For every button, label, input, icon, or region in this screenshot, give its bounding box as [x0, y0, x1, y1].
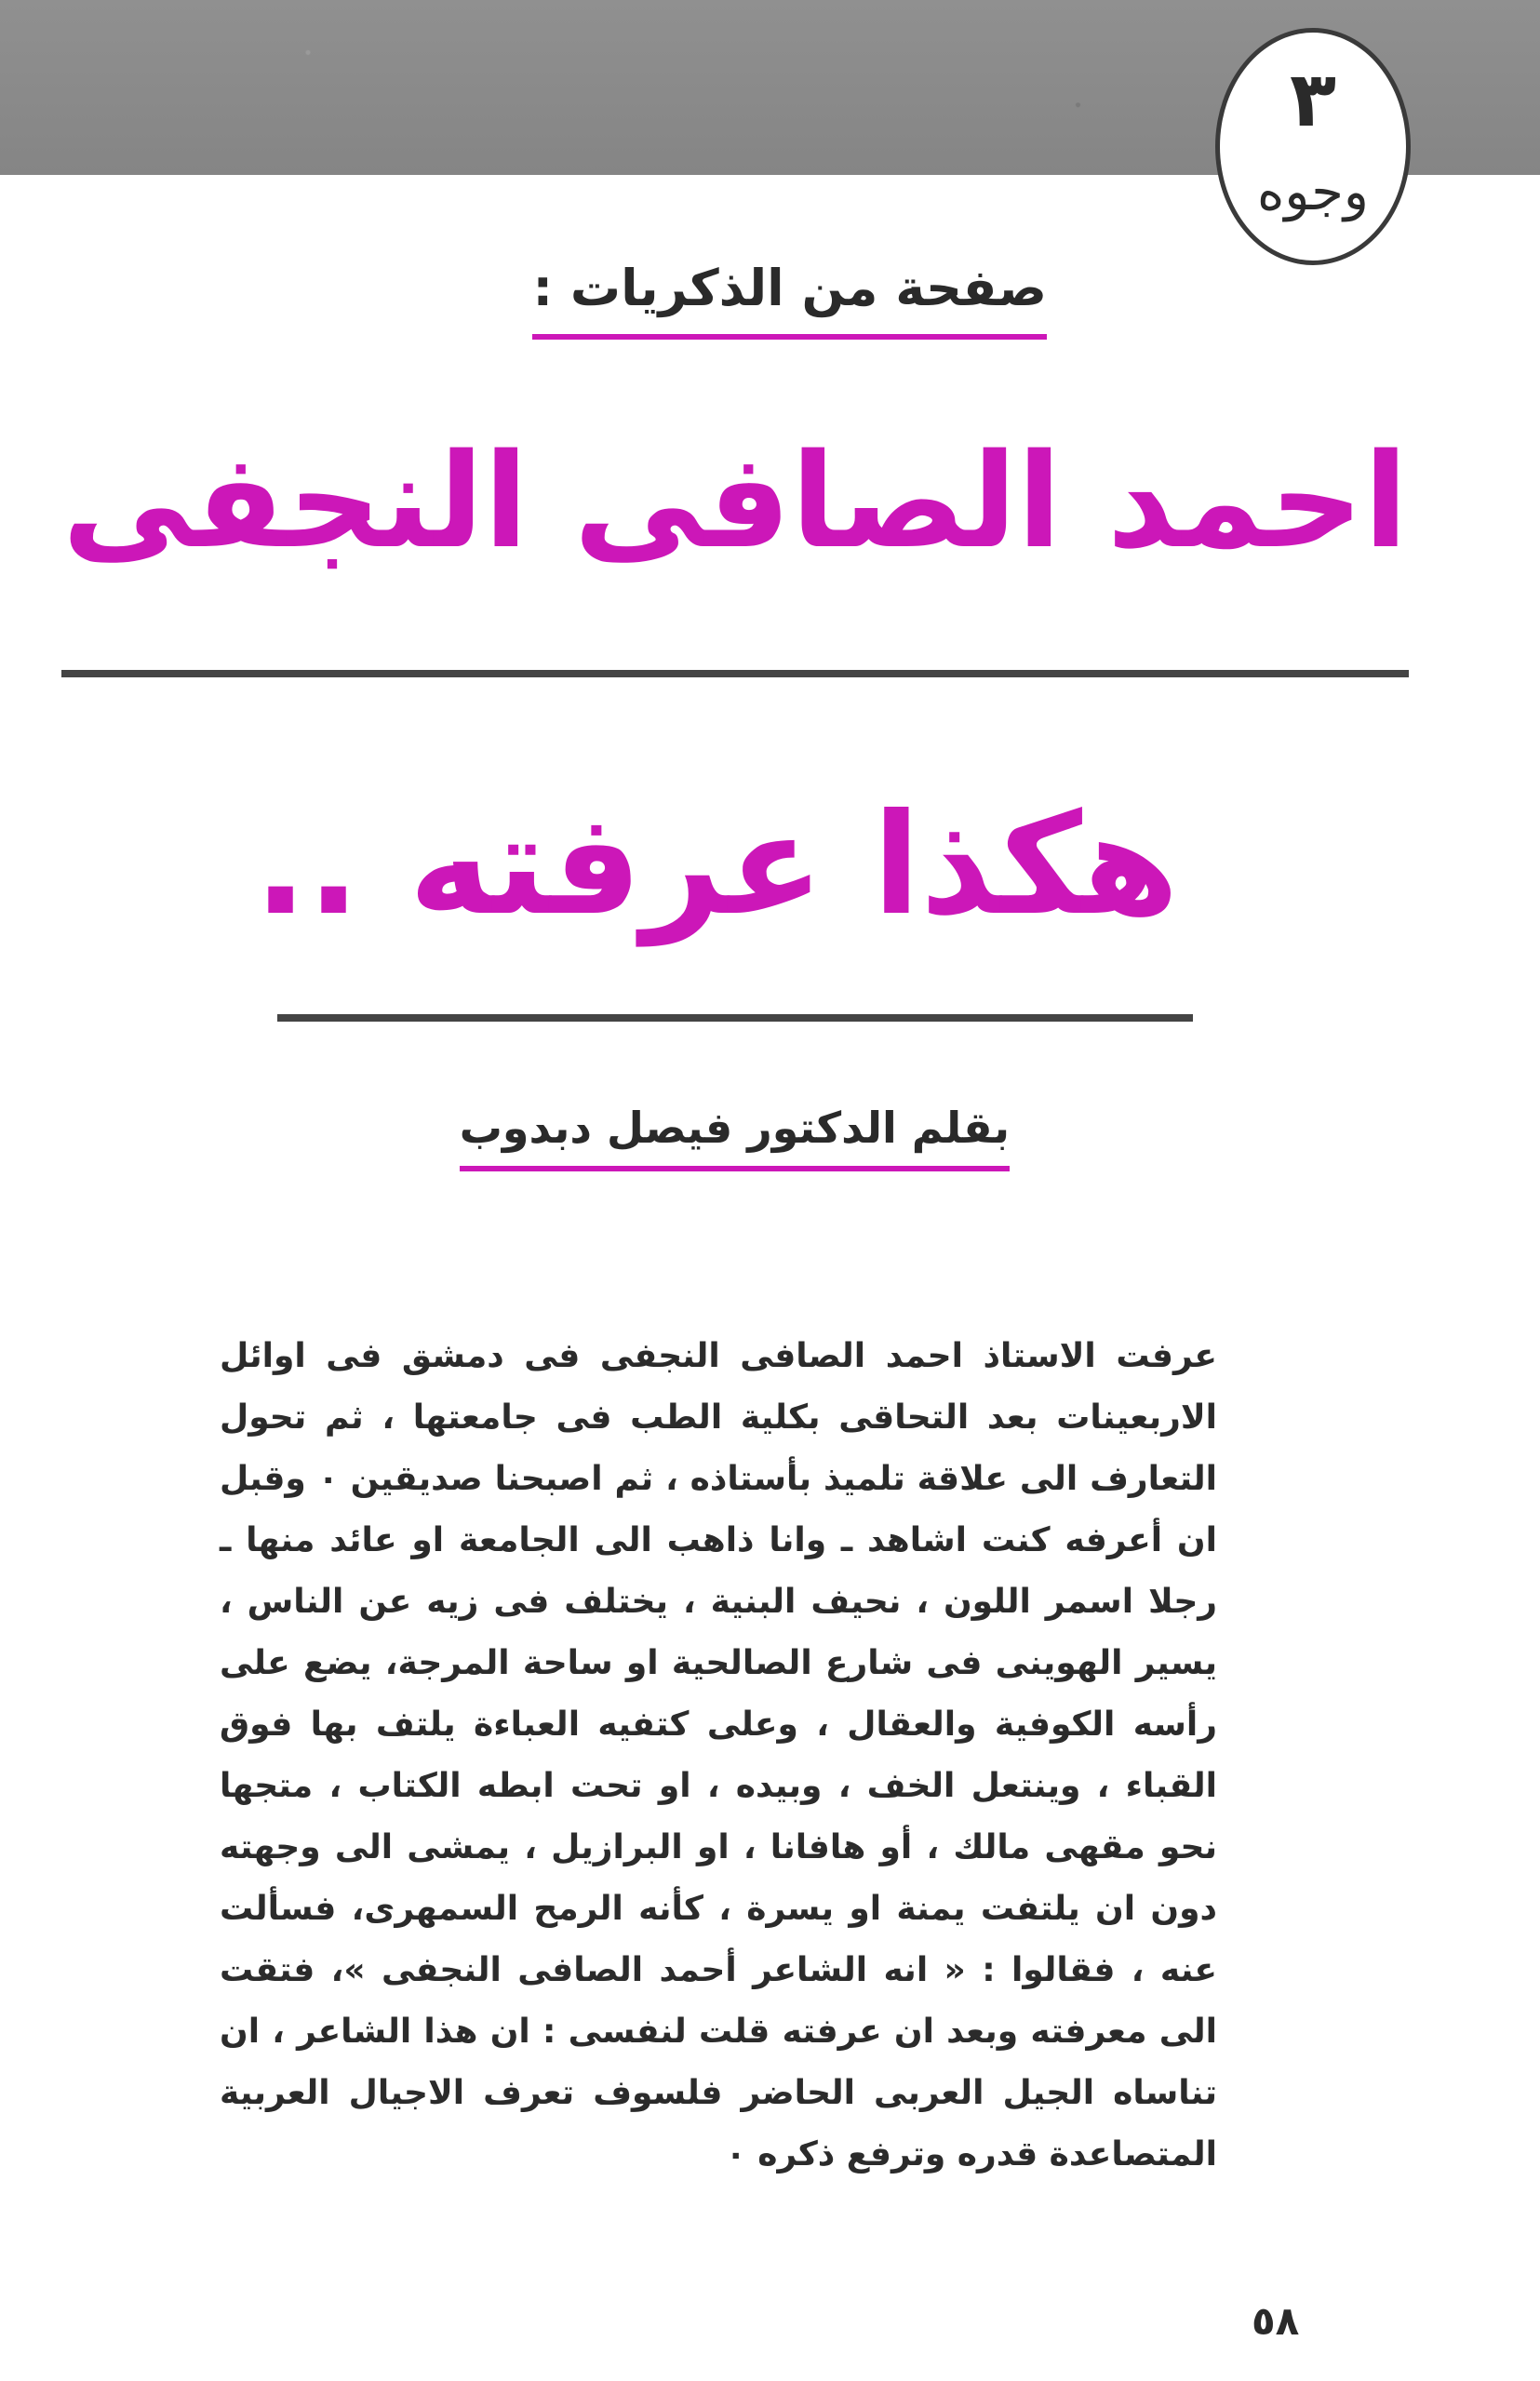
title-divider-2: [277, 1014, 1193, 1022]
title-divider-1: [61, 670, 1409, 677]
section-badge: [1215, 28, 1411, 265]
badge-word: وجوه: [1257, 162, 1369, 222]
page-number: ٥٨: [1252, 2298, 1300, 2344]
kicker-heading: صفحة من الذكريات :: [532, 259, 1047, 340]
author-byline: بقلم الدكتور فيصل دبدوب: [460, 1103, 1010, 1171]
badge-number: ٣: [1289, 56, 1337, 144]
article-paragraph: عرفت الاستاذ احمد الصافى النجفى فى دمشق فى اوائل الاربعينات بعد التحاقى بكلية الطب فى جامعتها ، ثم تحول التعارف الى علاقة تلميذ بأستاذه ، ثم اصبحنا صديقين ٠ وقبل ان أعرفه كنت اشاهد ـ وانا ذاهب الى الجامعة او عائد منها ـ رجلا اسمر اللون ، نحيف البنية ، يختلف فى زيه عن الناس ، يسير الهوينى فى شارع الصالحية او ساحة المرجة، يضع على رأسه الكوفية والعقال ، وعلى كتفيه العباءة يلتف بها فوق القباء ، وينتعل الخف ، وبيده ، او تحت ابطه الكتاب ، متجها نحو مقهى مالك ، أو هافانا ، او البرازيل ، يمشى الى وجهته دون ان يلتفت يمنة او يسرة ، كأنه الرمح السمهرى، فسألت عنه ، فقالوا : « انه الشاعر أحمد الصافى النجفى »، فتقت الى معرفته وبعد ان عرفته قلت لنفسى : ان هذا الشاعر ، ان تناساه الجيل العربى الحاضر فلسوف تعرف الاجيال العربية المتصاعدة قدره وترفع ذكره ٠: [220, 1337, 1218, 2174]
main-title-line-2: هكذا عرفته ..: [254, 784, 1179, 946]
main-title-line-1: احمد الصافى النجفى: [61, 426, 1409, 578]
article-body: [220, 1326, 1217, 2186]
